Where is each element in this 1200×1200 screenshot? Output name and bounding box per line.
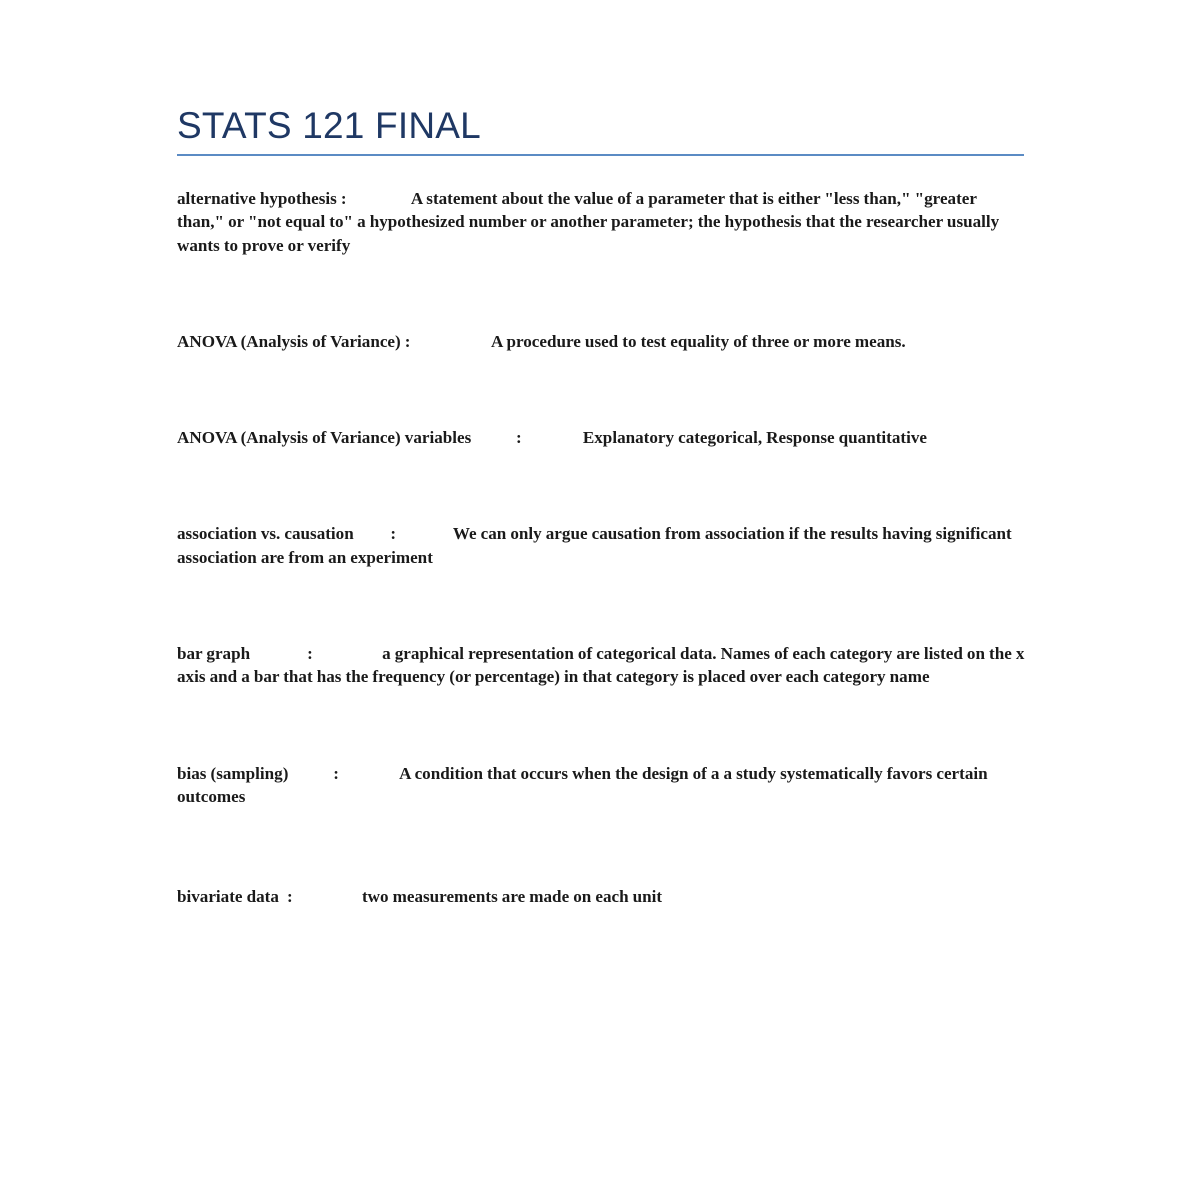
glossary-entry xyxy=(177,762,1025,809)
glossary-separator: : xyxy=(250,644,383,664)
glossary-separator: : xyxy=(278,887,362,907)
glossary-separator: : xyxy=(336,189,411,208)
glossary-term: ANOVA (Analysis of Variance) variables xyxy=(177,428,472,448)
glossary-definition: A statement about the value of a parameter that is either "less than," "greater than," or "not equal to" a hypothesized number or another parameter; the hypothesis that the researcher usually wants to prove or verify xyxy=(177,189,1000,255)
document-body xyxy=(177,104,1025,909)
glossary-entry xyxy=(177,522,1025,569)
glossary-term: bivariate data xyxy=(177,887,279,907)
title-divider xyxy=(177,154,1024,156)
glossary-list xyxy=(177,187,1025,909)
glossary-entry xyxy=(177,330,1025,353)
glossary-definition: a graphical representation of categorical data. Names of each category are listed on the x axis and a bar that has the frequency (or percentage) in that category is placed over each category name xyxy=(177,644,1025,687)
glossary-term: association vs. causation xyxy=(177,524,354,544)
glossary-separator: : xyxy=(288,763,400,783)
glossary-term: alternative hypothesis xyxy=(177,189,337,208)
glossary-separator: : xyxy=(400,331,491,351)
page-title: STATS 121 FINAL xyxy=(177,105,481,146)
glossary-definition: two measurements are made on each unit xyxy=(361,887,663,907)
glossary-term: bias (sampling) xyxy=(177,763,289,783)
glossary-definition: A procedure used to test equality of three or more means. xyxy=(491,331,906,351)
glossary-entry xyxy=(177,642,1025,689)
glossary-term: ANOVA (Analysis of Variance) xyxy=(177,331,401,351)
glossary-entry xyxy=(177,187,1025,257)
glossary-definition: A condition that occurs when the design of a a study systematically favors certain outcomes xyxy=(177,763,988,806)
glossary-definition: We can only argue causation from association if the results having significant association are from an experiment xyxy=(177,524,1012,567)
glossary-entry xyxy=(177,885,1025,908)
glossary-separator: : xyxy=(353,524,453,544)
glossary-definition: Explanatory categorical, Response quantitative xyxy=(582,428,927,448)
glossary-separator: : xyxy=(471,428,583,448)
glossary-entry xyxy=(177,426,1025,449)
glossary-term: bar graph xyxy=(177,644,251,664)
